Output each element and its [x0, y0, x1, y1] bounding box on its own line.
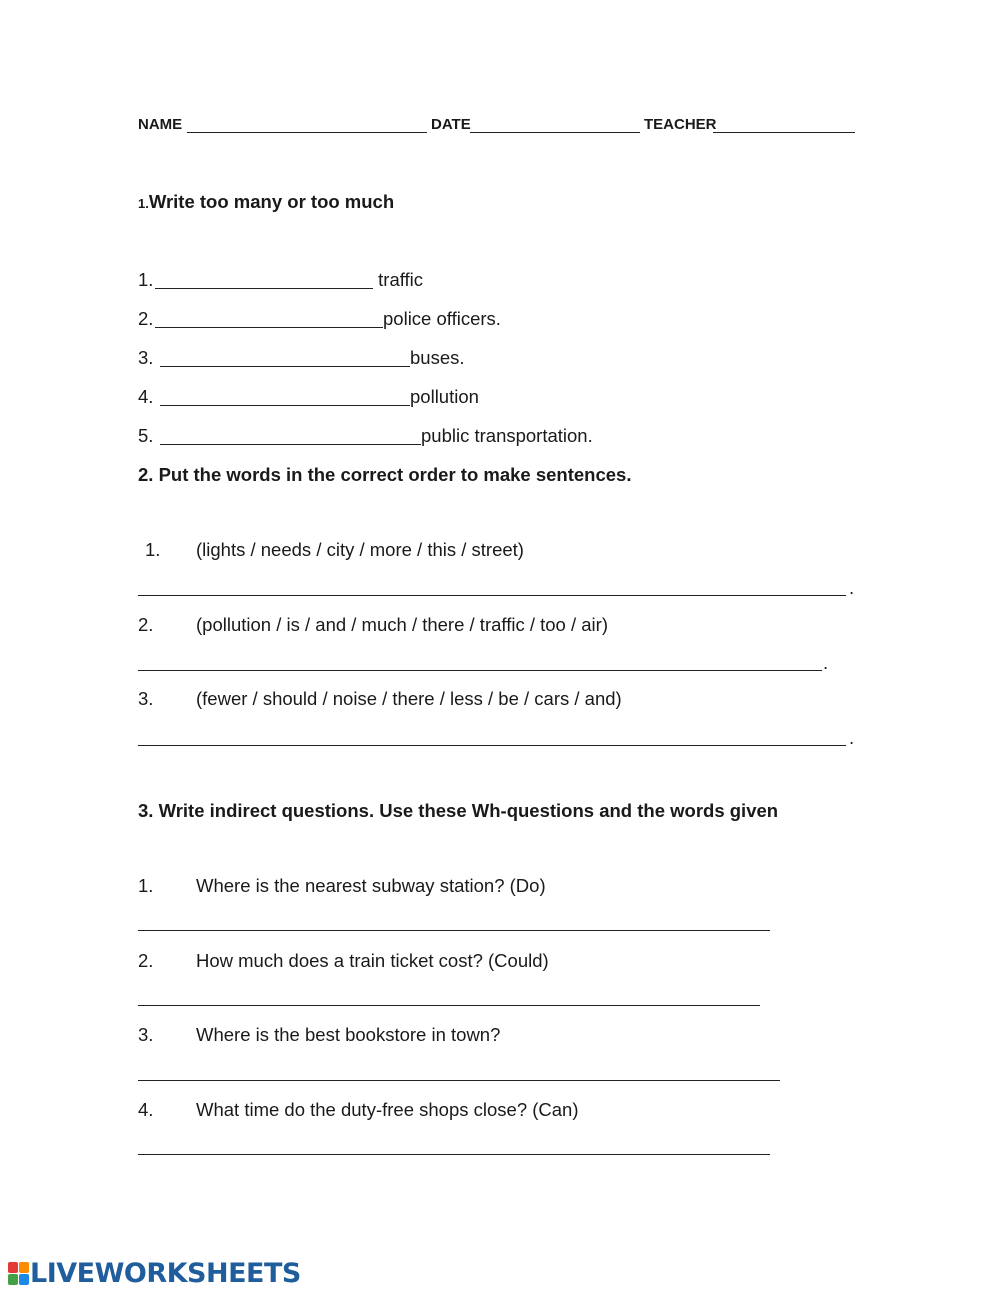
answer-blank[interactable]	[138, 670, 822, 671]
section-3-title: 3. Write indirect questions. Use these Wh-questions and the words given	[138, 800, 779, 821]
answer-blank[interactable]	[138, 745, 846, 746]
date-label: DATE	[431, 116, 471, 133]
answer-blank[interactable]	[138, 930, 770, 931]
answer-blank[interactable]	[160, 366, 410, 367]
answer-blank[interactable]	[138, 1080, 780, 1081]
name-field[interactable]	[187, 132, 427, 133]
answer-blank[interactable]	[155, 327, 383, 328]
answer-blank[interactable]	[138, 1005, 760, 1006]
brand-name: LIVEWORKSHEETS	[30, 1258, 301, 1289]
answer-blank[interactable]	[138, 595, 846, 596]
date-field[interactable]	[470, 132, 640, 133]
name-label: NAME	[138, 116, 183, 133]
section-1-title: 1.Write too many or too much	[138, 191, 395, 212]
answer-blank[interactable]	[155, 288, 373, 289]
teacher-label: TEACHER	[644, 116, 717, 133]
answer-blank[interactable]	[160, 405, 410, 406]
answer-blank[interactable]	[138, 1154, 770, 1155]
answer-blank[interactable]	[160, 444, 421, 445]
liveworksheets-logo[interactable]	[8, 1258, 301, 1290]
liveworksheets-logo-icon	[8, 1262, 30, 1286]
section-1-number: 1.	[138, 196, 149, 211]
teacher-field[interactable]	[713, 132, 855, 133]
section-2-title: 2. Put the words in the correct order to make sentences.	[138, 464, 632, 485]
